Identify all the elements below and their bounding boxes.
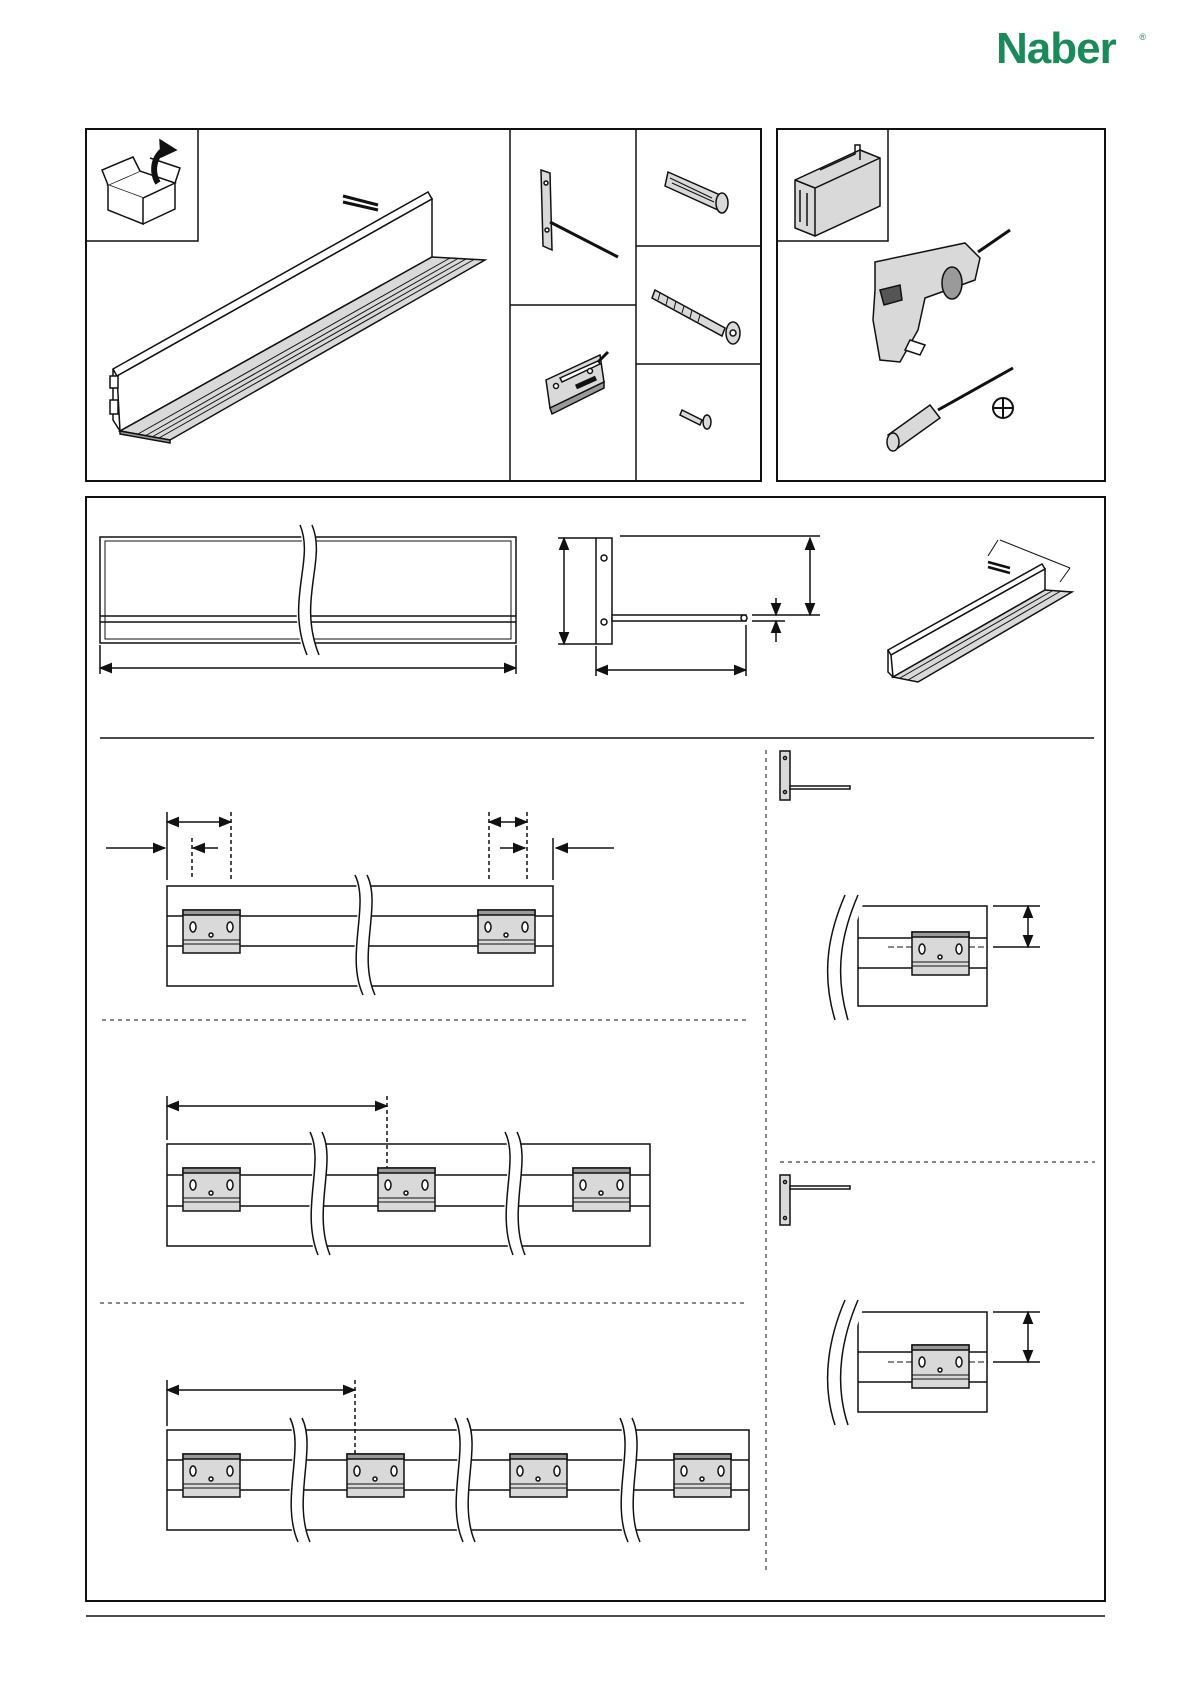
- layout-two-clips: [106, 812, 614, 995]
- clip-block: [510, 1454, 567, 1497]
- power-drill-icon: [873, 230, 1010, 362]
- mounting-clip: [546, 352, 608, 414]
- clip-block: [347, 1454, 404, 1497]
- open-box-arrow-icon: [102, 140, 180, 224]
- bracket-icon-upper: [780, 751, 850, 800]
- small-screw: [680, 410, 711, 429]
- clip-block: [378, 1168, 435, 1211]
- toolbox-icon: [795, 145, 880, 236]
- clip-block: [478, 910, 535, 953]
- clip-block: [912, 932, 969, 975]
- clip-block: [573, 1168, 630, 1211]
- brand-registered-mark: ®: [1139, 32, 1146, 42]
- clip-block: [674, 1454, 731, 1497]
- shelf-front-view: [100, 525, 516, 674]
- layout-four-clips: [167, 1380, 749, 1542]
- phillips-cross-icon: [993, 398, 1013, 418]
- clip-block: [183, 1168, 240, 1211]
- bracket-dimension-view: [558, 536, 820, 676]
- wall-plug: [665, 172, 728, 213]
- bracket-rod: [541, 170, 618, 257]
- shelf-depth-view: [888, 540, 1072, 682]
- clip-block: [183, 1454, 240, 1497]
- shelf-profile: [110, 192, 485, 443]
- wood-screw: [652, 290, 740, 344]
- bracket-icon-lower: [780, 1175, 850, 1225]
- brand-name: Naber: [996, 24, 1116, 73]
- clip-block: [912, 1345, 969, 1388]
- clip-block: [183, 910, 240, 953]
